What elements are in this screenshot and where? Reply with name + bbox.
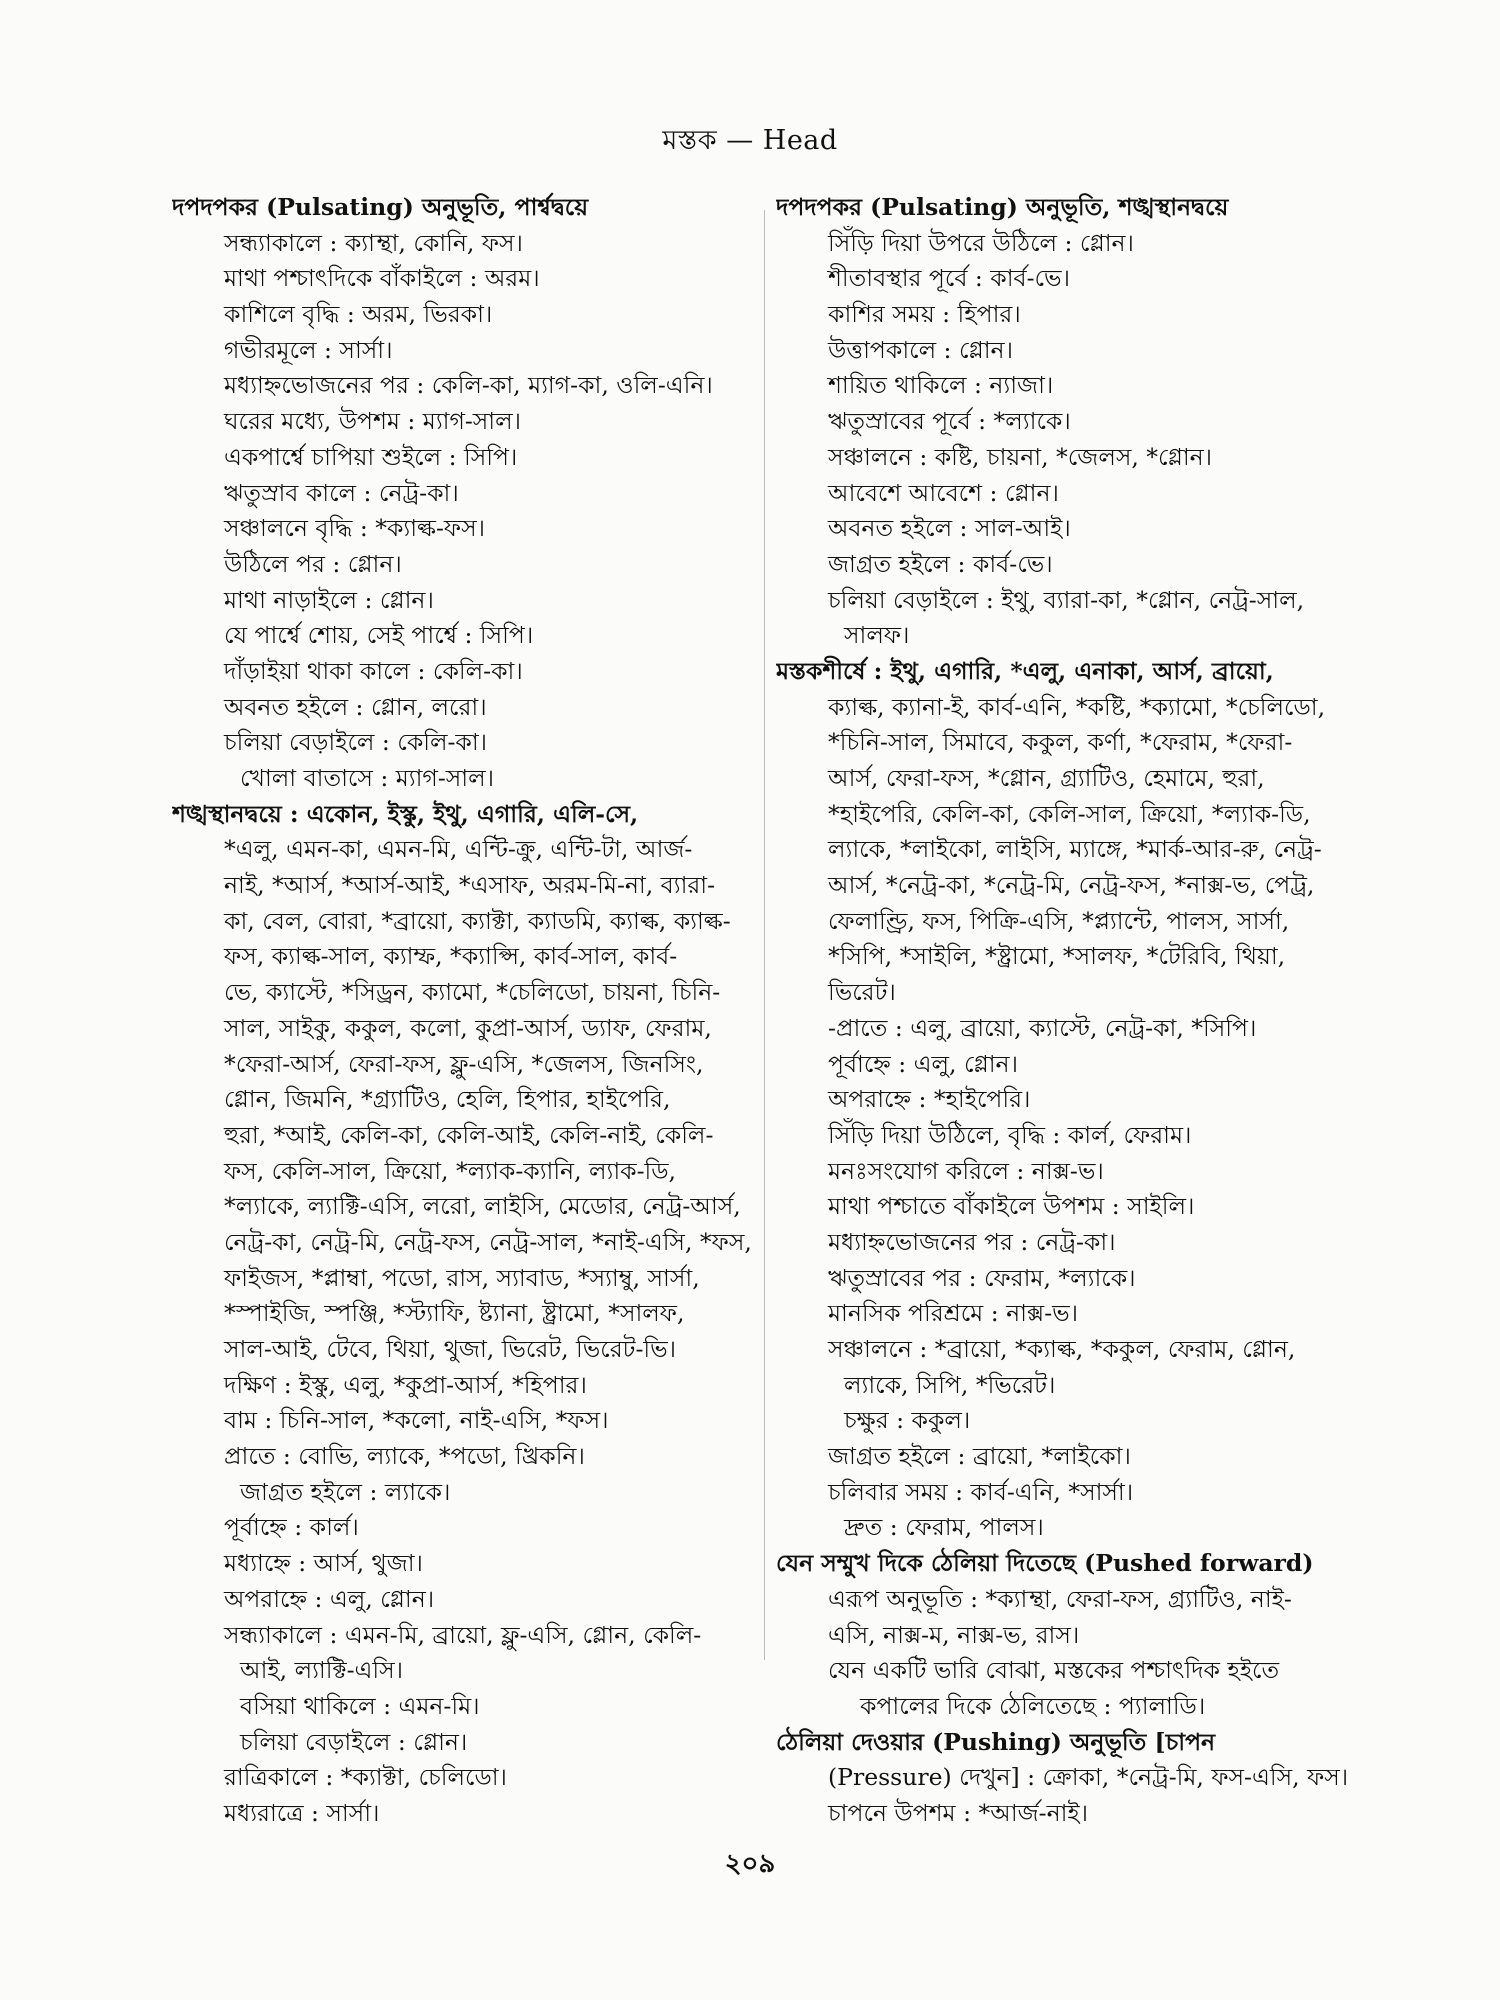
entry-line: মধ্যাহ্নভোজনের পর : কেলি-কা, ম্যাগ-কা, ওলি-এনি। xyxy=(224,371,713,400)
entry-line: সিঁড়ি দিয়া উঠিলে, বৃদ্ধি : কার্ল, ফেরাম। xyxy=(828,1120,1192,1149)
entry-line: হুরা, *আই, কেলি-কা, কেলি-আই, কেলি-নাই, কেলি- xyxy=(224,1120,714,1149)
entry-line: কাশিলে বৃদ্ধি : অরম, ভিরকা। xyxy=(224,300,493,329)
entry-line: একপার্শ্বে চাপিয়া শুইলে : সিপি। xyxy=(224,442,518,471)
entry-line: আর্স, ফেরা-ফস, *গ্লোন, গ্র্যাটিও, হেমামে, হুরা, xyxy=(828,764,1265,792)
entry-line: সঞ্চালনে : কষ্টি, চায়না, *জেলস, *গ্লোন। xyxy=(828,442,1213,471)
entry-line: জাগ্রত হইলে : ব্রায়ো, *লাইকো। xyxy=(828,1442,1131,1471)
entry-heading: ঠেলিয়া দেওয়ার (Pushing) অনুভূতি [চাপন xyxy=(776,1727,1216,1756)
right-column xyxy=(776,190,1361,1832)
entry-line: আবেশে আবেশে : গ্লোন। xyxy=(828,478,1059,507)
entry-line: জাগ্রত হইলে : ল্যাকে। xyxy=(240,1477,451,1506)
entry-line: অপরাহ্নে : *হাইপেরি। xyxy=(828,1085,1031,1114)
entry-line: কা, বেল, বোরা, *ব্রায়ো, ক্যাক্টা, ক্যাডমি, ক্যাল্ক, ক্যাল্ক- xyxy=(224,906,731,935)
entry-line: চলিয়া বেড়াইলে : গ্লোন। xyxy=(240,1727,468,1756)
entry-line: -প্রাতে : এলু, ব্রায়ো, ক্যাস্টে, নেট্র-কা, *সিপি। xyxy=(828,1013,1257,1042)
entry-line: সাল-আই, টেবে, থিয়া, থুজা, ভিরেট, ভিরেট-ভি। xyxy=(224,1335,677,1363)
entry-heading: যেন সম্মুখ দিকে ঠেলিয়া দিতেছে (Pushed forward) xyxy=(776,1549,1314,1578)
entry-line: জাগ্রত হইলে : কার্ব-ভে। xyxy=(828,549,1053,578)
entry-line: আই, ল্যাক্টি-এসি। xyxy=(240,1656,404,1685)
entry-line: মধ্যরাত্রে : সার্সা। xyxy=(224,1798,380,1827)
entry-line: অপরাহ্নে : এলু, গ্লোন। xyxy=(224,1584,435,1613)
entry-line: *ল্যাকে, ল্যাক্টি-এসি, লরো, লাইসি, মেডোর, নেট্র-আর্স, xyxy=(224,1192,741,1221)
entry-line: *হাইপেরি, কেলি-কা, কেলি-সাল, ক্রিয়ো, *ল্যাক-ডি, xyxy=(828,799,1311,828)
entry-line: সঞ্চালনে : *ব্রায়ো, *ক্যাল্ক, *ককুল, ফেরাম, গ্লোন, xyxy=(828,1335,1296,1363)
entry-line: গভীরমূলে : সার্সা। xyxy=(224,335,393,364)
entry-line: উঠিলে পর : গ্লোন। xyxy=(224,549,402,578)
entry-line: ফেলাণ্ড্রি, ফস, পিক্রি-এসি, *প্ল্যান্টে, পালস, সার্সা, xyxy=(828,906,1290,935)
entry-line: ফাইজস, *প্লাম্বা, পডো, রাস, স্যাবাড, *স্যাম্বু, সার্সা, xyxy=(224,1263,700,1292)
left-column xyxy=(172,190,757,1832)
entry-line: প্রাতে : বোভি, ল্যাকে, *পডো, খ্রিকনি। xyxy=(224,1442,585,1471)
entry-line: উত্তাপকালে : গ্লোন। xyxy=(828,335,1013,364)
entry-line: ভে, ক্যাস্টে, *সিড্রন, ক্যামো, *চেলিডো, চায়না, চিনি- xyxy=(224,978,721,1007)
entry-line: ঋতুস্রাব কালে : নেট্র-কা। xyxy=(224,478,459,507)
entry-line: সঞ্চালনে বৃদ্ধি : *ক্যাল্ক-ফস। xyxy=(224,514,486,543)
entry-line: সাল, সাইকু, ককুল, কলো, কুপ্রা-আর্স, ড্যাফ, ফেরাম, xyxy=(224,1013,712,1042)
entry-line: ফস, ক্যাল্ক-সাল, ক্যাম্ফ, *ক্যাপ্সি, কার্ব-সাল, কার্ব- xyxy=(224,942,678,971)
entry-line: কপালের দিকে ঠেলিতেছে : প্যালাডি। xyxy=(860,1691,1206,1720)
entry-line: চাপনে উপশম : *আর্জ-নাই। xyxy=(828,1798,1089,1827)
entry-heading: মস্তকশীর্ষে : ইথু, এগারি, *এলু, এনাকা, আর্স, ব্রায়ো, xyxy=(776,656,1274,685)
entry-line: চলিয়া বেড়াইলে : ইথু, ব্যারা-কা, *গ্লোন, নেট্র-সাল, xyxy=(828,585,1305,614)
entry-heading: দপদপকর (Pulsating) অনুভূতি, পার্শ্বদ্বয়ে xyxy=(172,193,589,221)
entry-line: নাই, *আর্স, *আর্স-আই, *এসাফ, অরম-মি-না, ব্যারা- xyxy=(224,871,716,900)
entry-line: ক্যাল্ক, ক্যানা-ই, কার্ব-এনি, *কষ্টি, *ক্যামো, *চেলিডো, xyxy=(828,692,1326,721)
page-header: মস্তক — Head xyxy=(662,125,838,156)
entry-line: পূর্বাহ্নে : কার্ল। xyxy=(224,1513,359,1542)
entry-line: দক্ষিণ : ইস্কু, এলু, *কুপ্রা-আর্স, *হিপার। xyxy=(224,1370,587,1399)
entry-heading: শঙ্খস্থানদ্বয়ে : একোন, ইস্কু, ইথু, এগারি, এলি-সে, xyxy=(172,799,639,828)
entry-line: ভিরেট। xyxy=(828,978,896,1007)
entry-line: এরূপ অনুভূতি : *ক্যাম্থা, ফেরা-ফস, গ্র্যাটিও, নাই- xyxy=(828,1584,1292,1613)
entry-line: যে পার্শ্বে শোয়, সেই পার্শ্বে : সিপি। xyxy=(224,621,534,650)
entry-line: শায়িত থাকিলে : ন্যাজা। xyxy=(828,371,1054,400)
entry-heading: দপদপকর (Pulsating) অনুভূতি, শঙ্খস্থানদ্বয়ে xyxy=(776,193,1229,221)
entry-line: গ্লোন, জিমনি, *গ্র্যাটিও, হেলি, হিপার, হাইপেরি, xyxy=(224,1085,671,1114)
entry-line: অবনত হইলে : সাল-আই। xyxy=(828,514,1071,543)
entry-line: *চিনি-সাল, সিমাবে, ককুল, কর্ণা, *ফেরাম, *ফেরা- xyxy=(828,728,1293,757)
entry-line: ঋতুস্রাবের পর : ফেরাম, *ল্যাকে। xyxy=(828,1263,1136,1292)
entry-line: বসিয়া থাকিলে : এমন-মি। xyxy=(240,1691,480,1720)
entry-line: (Pressure) দেখুন] : ক্রোকা, *নেট্র-মি, ফস-এসি, ফস। xyxy=(828,1763,1349,1792)
entry-line: দ্রুত : ফেরাম, পালস। xyxy=(844,1513,1044,1542)
entry-line: ফস, কেলি-সাল, ক্রিয়ো, *ল্যাক-ক্যানি, ল্যাক-ডি, xyxy=(224,1156,677,1185)
entry-line: *এলু, এমন-কা, এমন-মি, এন্টি-ক্রু, এন্টি-টা, আর্জ- xyxy=(224,835,693,864)
entry-line: সিঁড়ি দিয়া উপরে উঠিলে : গ্লোন। xyxy=(828,228,1134,257)
entry-line: অবনত হইলে : গ্লোন, লরো। xyxy=(224,692,487,721)
entry-line: বাম : চিনি-সাল, *কলো, নাই-এসি, *ফস। xyxy=(224,1406,609,1435)
entry-line: দাঁড়াইয়া থাকা কালে : কেলি-কা। xyxy=(224,656,523,685)
page-number: ২০৯ xyxy=(724,1849,776,1879)
entry-line: খোলা বাতাসে : ম্যাগ-সাল। xyxy=(240,764,495,792)
entry-line: আর্স, *নেট্র-কা, *নেট্র-মি, নেট্র-ফস, *নাক্স-ভ, পেট্র, xyxy=(828,871,1315,900)
entry-line: চলিয়া বেড়াইলে : কেলি-কা। xyxy=(224,728,488,757)
entry-line: ঘরের মধ্যে, উপশম : ম্যাগ-সাল। xyxy=(224,407,522,436)
column-divider xyxy=(764,210,765,1660)
entry-line: মনঃসংযোগ করিলে : নাক্স-ভ। xyxy=(828,1156,1104,1185)
entry-line: *সিপি, *সাইলি, *ষ্ট্রামো, *সালফ, *টেরিবি, থিয়া, xyxy=(828,942,1286,971)
entry-line: মাথা পশ্চাৎদিকে বাঁকাইলে : অরম। xyxy=(224,264,540,293)
entry-line: যেন একটি ভারি বোঝা, মস্তকের পশ্চাৎদিক হইতে xyxy=(828,1656,1280,1685)
entry-line: *স্পাইজি, স্পঞ্জি, *স্ট্যাফি, ষ্ট্যানা, ষ্ট্রামো, *সালফ, xyxy=(224,1299,685,1328)
entry-line: রাত্রিকালে : *ক্যাক্টা, চেলিডো। xyxy=(224,1763,507,1792)
entry-line: সালফ। xyxy=(844,621,910,650)
entry-line: *ফেরা-আর্স, ফেরা-ফস, ফ্লু-এসি, *জেলস, জিনসিং, xyxy=(224,1049,704,1078)
entry-line: পূর্বাহ্নে : এলু, গ্লোন। xyxy=(828,1049,1018,1078)
entry-line: নেট্র-কা, নেট্র-মি, নেট্র-ফস, নেট্র-সাল, *নাই-এসি, *ফস, xyxy=(224,1227,752,1256)
entry-line: মানসিক পরিশ্রমে : নাক্স-ভ। xyxy=(828,1299,1079,1328)
entry-line: সন্ধ্যাকালে : এমন-মি, ব্রায়ো, ফ্লু-এসি, গ্লোন, কেলি- xyxy=(224,1620,702,1649)
entry-line: চলিবার সময় : কার্ব-এনি, *সার্সা। xyxy=(828,1477,1134,1506)
entry-line: মাথা নাড়াইলে : গ্লোন। xyxy=(224,585,434,614)
entry-line: মধ্যাহ্নভোজনের পর : নেট্র-কা। xyxy=(828,1227,1116,1256)
entry-line: মধ্যাহ্নে : আর্স, থুজা। xyxy=(224,1549,423,1578)
entry-line: এসি, নাক্স-ম, নাক্স-ভ, রাস। xyxy=(828,1620,1080,1649)
entry-line: ঋতুস্রাবের পূর্বে : *ল্যাকে। xyxy=(828,407,1071,436)
entry-line: মাথা পশ্চাতে বাঁকাইলে উপশম : সাইলি। xyxy=(828,1192,1195,1221)
entry-line: কাশির সময় : হিপার। xyxy=(828,300,1021,329)
entry-line: ল্যাকে, সিপি, *ভিরেট। xyxy=(844,1370,1056,1399)
entry-line: চক্ষুর : ককুল। xyxy=(844,1406,971,1435)
entry-line: ল্যাকে, *লাইকো, লাইসি, ম্যাঙ্গে, *মার্ক-আর-রু, নেট্র- xyxy=(828,835,1322,864)
entry-line: সন্ধ্যাকালে : ক্যাম্থা, কোনি, ফস। xyxy=(224,228,523,257)
entry-line: শীতাবস্থার পূর্বে : কার্ব-ভে। xyxy=(828,264,1070,293)
